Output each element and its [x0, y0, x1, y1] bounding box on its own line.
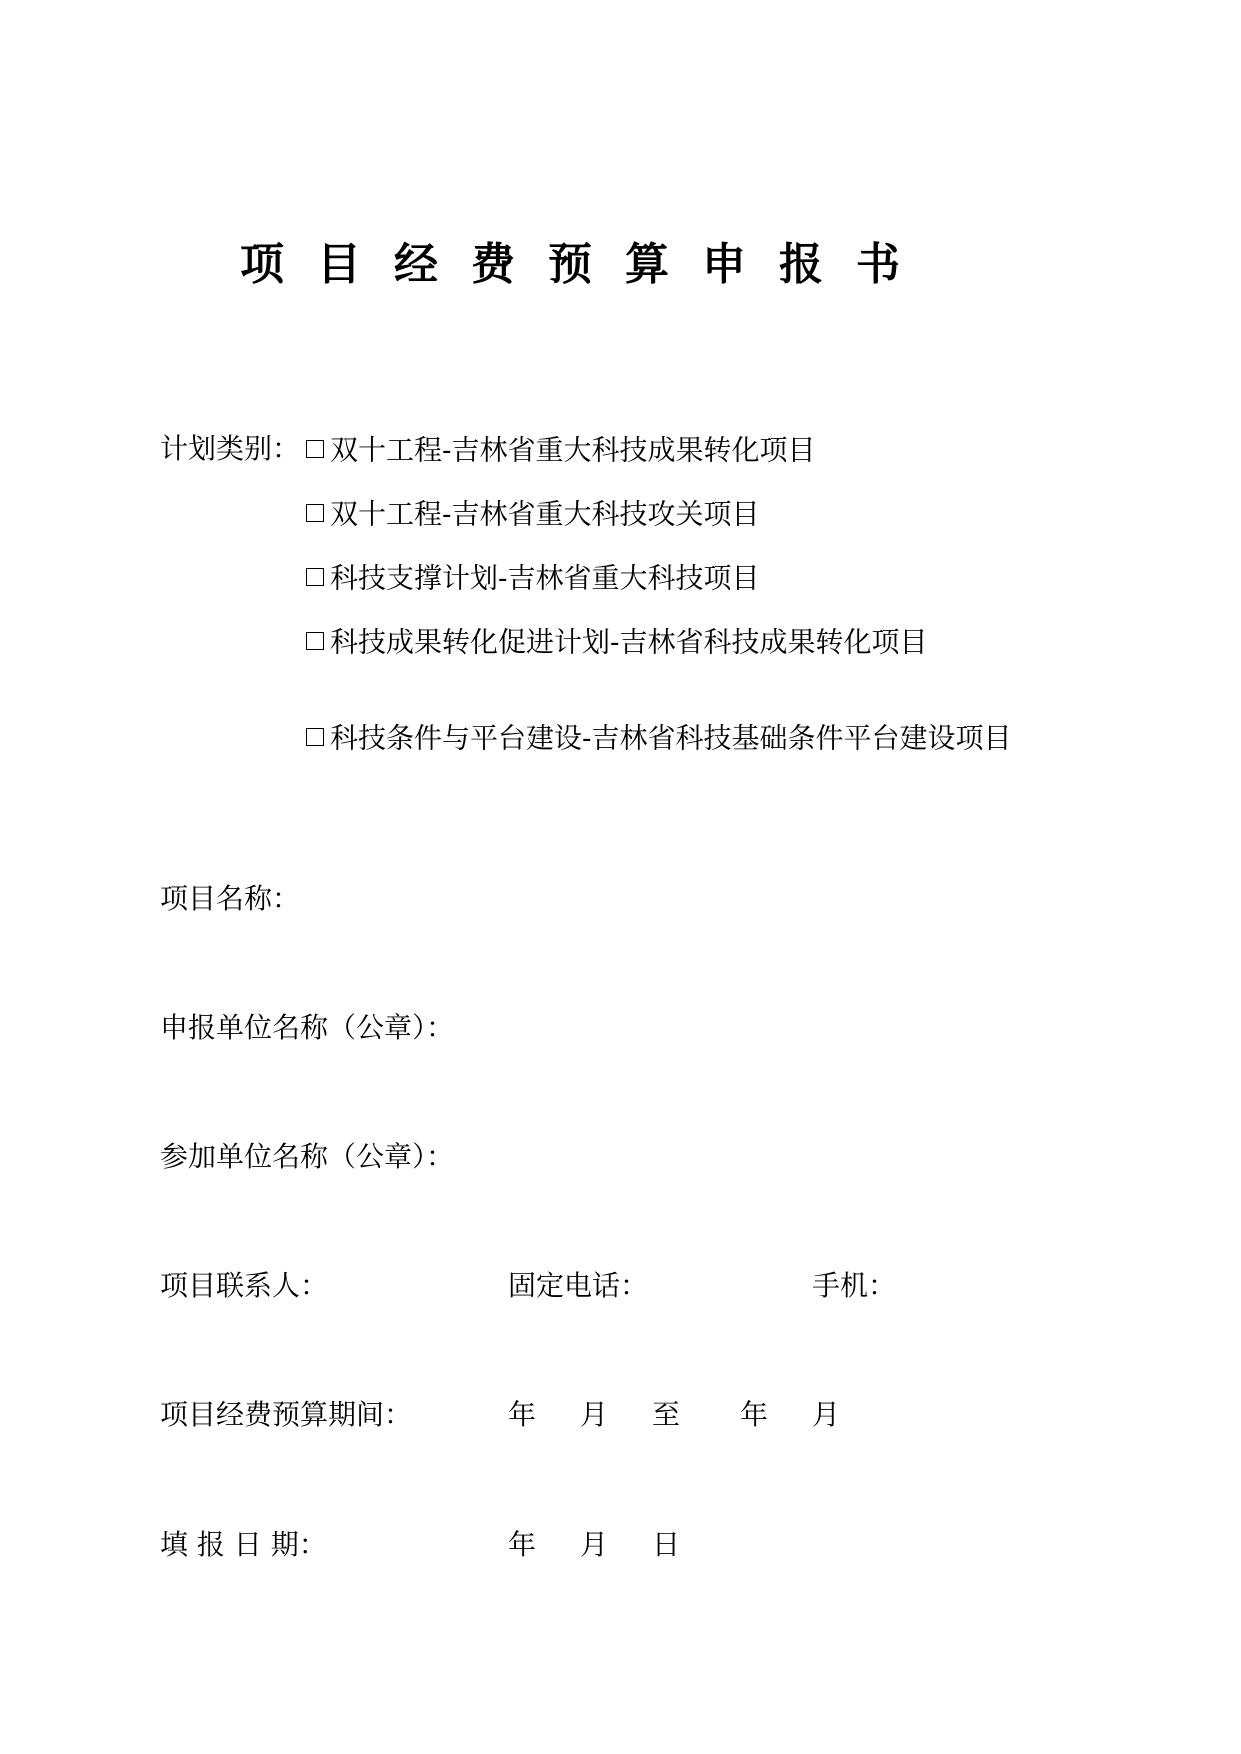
budget-start-year: 年 — [508, 1398, 537, 1431]
project-name-label: 项目名称： — [160, 882, 301, 915]
landline-label: 固定电话： — [508, 1269, 649, 1302]
budget-end-month: 月 — [812, 1398, 841, 1431]
fill-month: 月 — [580, 1528, 609, 1561]
plan-option-2[interactable] — [306, 499, 759, 529]
budget-end-year: 年 — [740, 1398, 769, 1431]
applicant-unit-label: 申报单位名称（公章）： — [160, 1011, 455, 1044]
plan-option-label: 科技条件与平台建设-吉林省科技基础条件平台建设项目 — [330, 721, 1012, 755]
plan-option-label: 双十工程-吉林省重大科技攻关项目 — [330, 497, 760, 531]
plan-option-label: 科技支撑计划-吉林省重大科技项目 — [330, 561, 760, 595]
contact-person-label: 项目联系人： — [160, 1269, 329, 1302]
plan-option-3[interactable] — [306, 563, 759, 593]
checkbox-icon[interactable] — [306, 568, 324, 586]
plan-option-label: 科技成果转化促进计划-吉林省科技成果转化项目 — [330, 625, 928, 659]
plan-option-label: 双十工程-吉林省重大科技成果转化项目 — [330, 433, 816, 467]
fill-day: 日 — [652, 1528, 681, 1561]
plan-category-label: 计划类别： — [160, 432, 301, 465]
checkbox-icon[interactable] — [306, 504, 324, 522]
plan-option-1[interactable] — [306, 435, 815, 465]
participant-unit-label: 参加单位名称（公章）： — [160, 1140, 455, 1173]
plan-option-5[interactable] — [306, 723, 1011, 753]
fill-date-label: 填 报 日 期： — [160, 1528, 327, 1561]
fill-year: 年 — [508, 1528, 537, 1561]
checkbox-icon[interactable] — [306, 440, 324, 458]
plan-option-4[interactable] — [306, 627, 927, 657]
budget-to: 至 — [652, 1398, 681, 1431]
checkbox-icon[interactable] — [306, 632, 324, 650]
budget-start-month: 月 — [580, 1398, 609, 1431]
checkbox-icon[interactable] — [306, 728, 324, 746]
mobile-label: 手机： — [812, 1269, 897, 1302]
budget-period-label: 项目经费预算期间： — [160, 1398, 413, 1431]
page-title: 项目经费预算申报书 — [240, 239, 933, 290]
